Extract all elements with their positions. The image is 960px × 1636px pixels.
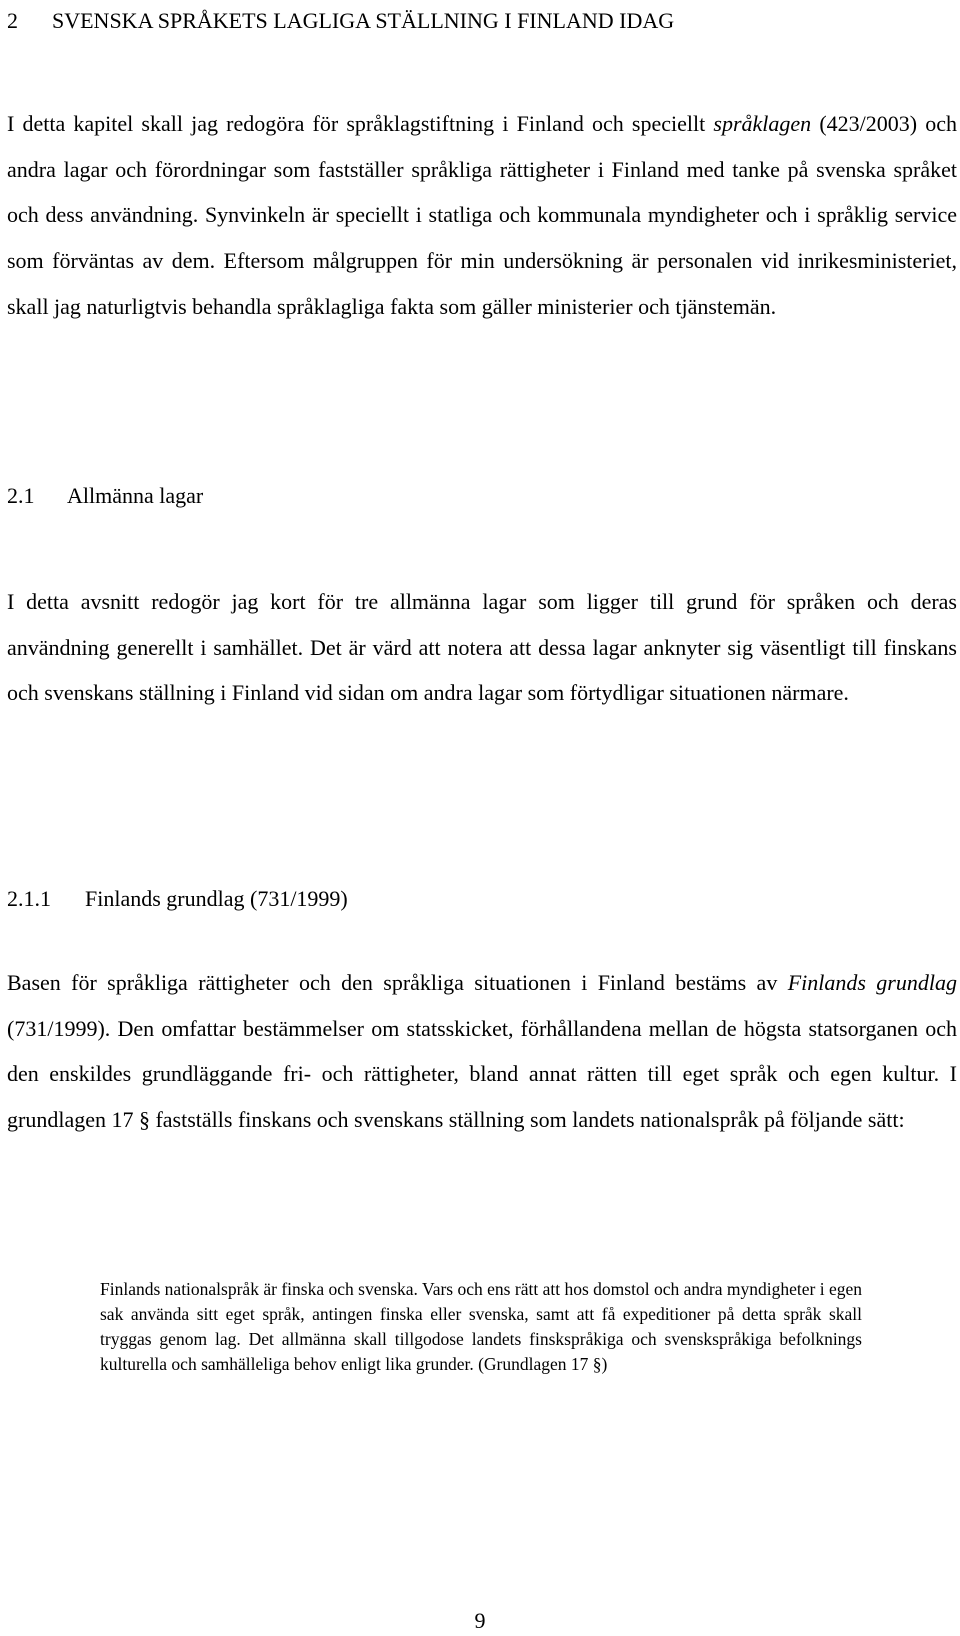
chapter-number: 2	[7, 8, 18, 33]
subsection-paragraph	[7, 960, 957, 1143]
subsection-heading	[7, 888, 348, 910]
section-paragraph: I detta avsnitt redogör jag kort för tre allmänna lagar som ligger till grund för språken och deras användning generellt i samhället. Det är värd att notera att dessa lagar anknyter sig väsentligt till finskans och svenskans ställning i Finland vid sidan om andra lagar som förtydligar situationen närmare.	[7, 589, 957, 706]
section-number: 2.1	[7, 483, 35, 508]
block-quote: Finlands nationalspråk är finska och svenska. Vars och ens rätt att hos domstol och andra myndigheter i egen sak använda sitt eget språk, antingen finska eller svenska, samt att få expeditioner på detta språk skall tryggas genom lag. Det allmänna skall tillgodose landets finskspråkiga och svenskspråkiga befolknings kulturella och samhälleliga behov enligt lika grunder. (Grundlagen 17 §)	[100, 1279, 862, 1374]
subsection-text-part1: Basen för språkliga rättigheter och den språkliga situationen i Finland bestäms av	[7, 970, 788, 995]
intro-italic-term: språklagen	[713, 111, 812, 136]
section-title: Allmänna lagar	[67, 483, 204, 508]
subsection-text-part2: (731/1999). Den omfattar bestämmelser om statsskicket, förhållandena mellan de högsta statsorganen och den enskildes grundläggande fri- och rättigheter, bland annat rätten till eget språk och egen kultur. I grundlagen 17 § fastställs finskans och svenskans ställning som landets nationalspråk på följande sätt:	[7, 1015, 957, 1133]
subsection-number: 2.1.1	[7, 886, 51, 911]
chapter-title: SVENSKA SPRÅKETS LAGLIGA STÄLLNING I FINLAND IDAG	[52, 8, 675, 33]
intro-text-part1: I detta kapitel skall jag redogöra för språklagstiftning i Finland och speciellt	[7, 111, 714, 136]
page-number: 9	[474, 1608, 486, 1633]
subsection-italic-term: Finlands grundlag	[787, 970, 957, 995]
chapter-heading	[7, 10, 674, 32]
intro-text-part2: (423/2003) och andra lagar och förordningar som fastställer språkliga rättigheter i Finland med tanke på svenska språket och dess användning. Synvinkeln är speciellt i statliga och kommunala myndigheter och i språklig service som förväntas av dem. Eftersom målgruppen för min undersökning är personalen vid inrikesministeriet, skall jag naturligtvis behandla språklagliga fakta som gäller ministerier och tjänstemän.	[7, 111, 958, 319]
section-heading	[7, 485, 203, 507]
subsection-title: Finlands grundlag (731/1999)	[85, 886, 348, 911]
intro-paragraph	[7, 101, 957, 330]
